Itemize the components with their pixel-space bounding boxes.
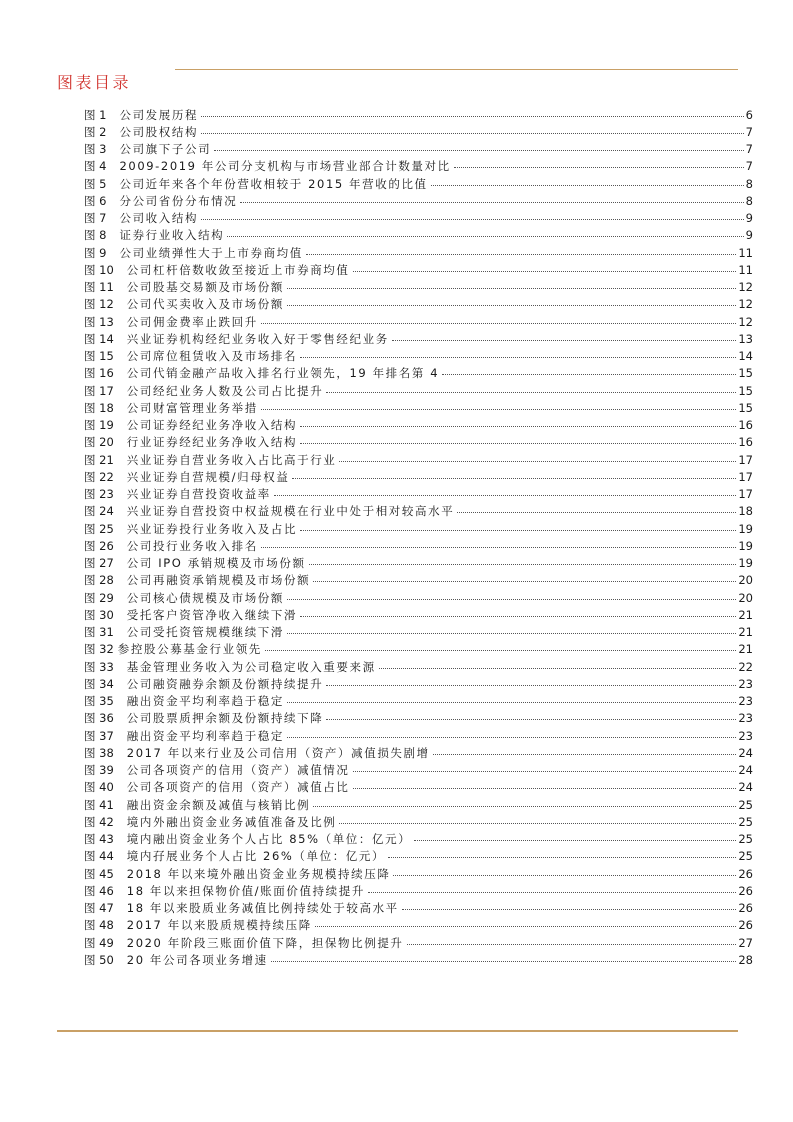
figure-number: 图 21 [84,452,114,467]
figure-title: 公司业绩弹性大于上市券商均值 [119,245,303,260]
toc-entry[interactable] [84,848,753,865]
figure-title: 公司核心债规模及市场份额 [126,590,284,605]
dot-leader [287,702,736,703]
toc-entry[interactable] [84,555,753,572]
dot-leader [309,564,737,565]
figure-number: 图 17 [84,383,114,398]
dot-leader [433,754,737,755]
dot-leader [214,150,743,151]
dot-leader [457,512,736,513]
dot-leader [313,581,736,582]
figure-number: 图 44 [84,849,114,864]
figure-list [84,107,753,970]
figure-title: 公司代销金融产品收入排名行业领先，19 年排名第 4 [126,366,440,381]
toc-entry[interactable] [84,348,753,365]
figure-title: 融出资金余额及减值与核销比例 [126,797,311,812]
toc-entry[interactable] [84,296,753,313]
dot-leader [326,685,736,686]
header-rule [175,69,738,70]
page-number: 26 [738,883,753,898]
page-number: 12 [738,280,753,294]
dot-leader [326,719,736,720]
figure-title: 分公司省份分布情况 [119,193,238,208]
figure-title: 公司再融资承销规模及市场份额 [126,573,311,588]
dot-leader [300,443,736,444]
toc-entry[interactable] [84,745,753,762]
page-number: 24 [738,745,753,760]
dot-leader [313,806,736,807]
toc-entry[interactable] [84,659,753,676]
figure-number: 图 38 [84,745,114,760]
figure-number: 图 33 [84,659,114,674]
figure-title: 兴业证券自营业务收入占比高于行业 [126,452,337,467]
figure-number: 图 3 [84,142,107,156]
toc-entry[interactable] [84,158,753,175]
dot-leader [368,892,736,893]
dot-leader [388,857,736,858]
figure-title: 兴业证券投行业务收入及占比 [126,521,298,536]
page-number: 16 [738,418,753,432]
figure-title: 兴业证券自营规模/归母权益 [126,469,290,484]
figure-number: 图 14 [84,331,114,346]
dot-leader [240,202,743,203]
figure-number: 图 37 [84,728,114,743]
figure-number: 图 4 [84,159,107,174]
dot-leader [261,547,737,548]
toc-entry[interactable] [84,590,753,607]
dot-leader [300,530,736,531]
figure-title: 公司财富管理业务举措 [126,400,258,415]
figure-number: 图 28 [84,573,114,588]
toc-entry[interactable] [84,314,753,331]
toc-entry[interactable] [84,710,753,727]
figure-number: 图 10 [84,262,114,277]
toc-entry[interactable] [84,762,753,779]
page-number: 21 [738,607,753,622]
figure-number: 图 7 [84,211,107,225]
figure-number: 图 40 [84,780,114,795]
figure-title: 2017 年以来股质规模持续压降 [126,918,312,933]
dot-leader [353,271,737,272]
toc-entry[interactable] [84,935,753,952]
figure-number: 图 15 [84,349,114,363]
dot-leader [306,254,736,255]
dot-leader [454,167,744,168]
figure-number: 图 13 [84,314,114,329]
page-number: 16 [738,435,753,450]
dot-leader [339,823,736,824]
page-number: 25 [738,814,753,829]
toc-entry[interactable] [84,469,753,486]
toc-entry[interactable] [84,210,753,227]
dot-leader [287,737,736,738]
page-number: 12 [738,314,753,329]
page-number: 26 [738,918,753,933]
page-number: 19 [738,521,753,536]
figure-number: 图 49 [84,935,114,950]
figure-number: 图 19 [84,418,114,432]
toc-entry[interactable] [84,124,753,141]
page-number: 24 [738,780,753,795]
figure-number: 图 30 [84,607,114,622]
page-title: 图表目录 [57,73,132,92]
toc-entry[interactable] [84,693,753,710]
figure-title: 兴业证券自营投资收益率 [126,487,271,501]
toc-entry[interactable] [84,641,753,658]
dot-leader [201,219,744,220]
dot-leader [407,944,737,945]
page-number: 11 [738,262,753,277]
figure-title: 公司近年来各个年份营收相较于 2015 年营收的比值 [119,176,428,191]
figure-number: 图 22 [84,469,114,484]
page-number: 15 [738,366,753,381]
figure-number: 图 8 [84,228,107,243]
page-number: 25 [738,797,753,812]
toc-entry[interactable] [84,866,753,883]
figure-number: 图 47 [84,901,114,915]
page-number: 23 [738,694,753,708]
dot-leader [261,323,737,324]
figure-number: 图 2 [84,124,107,139]
dot-leader [379,668,737,669]
figure-number: 图 18 [84,400,114,415]
figure-number: 图 24 [84,504,114,519]
figure-title: 2017 年以来行业及公司信用（资产）减值损失剧增 [126,745,430,760]
dot-leader [339,461,736,462]
figure-title: 18 年以来股质业务减值比例持续处于较高水平 [126,901,399,915]
figure-title: 受托客户资管净收入继续下滑 [126,607,298,622]
figure-title: 公司各项资产的信用（资产）减值情况 [126,763,350,777]
dot-leader [201,133,744,134]
toc-entry[interactable] [84,831,753,848]
page-number: 19 [738,556,753,570]
figure-number: 图 6 [84,193,107,208]
figure-number: 图 12 [84,297,114,312]
dot-leader [431,185,744,186]
dot-leader [274,495,736,496]
toc-entry[interactable] [84,779,753,796]
page-number: 7 [745,124,753,139]
figure-title: 2009-2019 年公司分支机构与市场营业部合计数量对比 [119,159,451,174]
page-number: 28 [738,952,753,967]
figure-number: 图 35 [84,694,114,708]
figure-title: 公司证券经纪业务净收入结构 [126,418,298,432]
toc-entry[interactable] [84,176,753,193]
figure-title: 公司旗下子公司 [119,142,212,156]
toc-entry[interactable] [84,538,753,555]
figure-title: 融出资金平均利率趋于稳定 [126,728,284,743]
toc-entry[interactable] [84,814,753,831]
toc-entry[interactable] [84,521,753,538]
figure-number: 图 42 [84,814,114,829]
page-number: 6 [745,107,753,122]
figure-title: 公司股权结构 [119,124,199,139]
figure-title: 公司杠杆倍数收敛至接近上市券商均值 [126,262,350,277]
page-number: 12 [738,297,753,312]
toc-entry[interactable] [84,486,753,503]
page-number: 9 [745,211,753,225]
figure-title: 境内孖展业务个人占比 26%（单位：亿元） [126,849,386,864]
toc-entry[interactable] [84,417,753,434]
figure-title: 公司收入结构 [119,211,199,225]
toc-entry[interactable] [84,503,753,520]
page-number: 7 [745,159,753,174]
toc-entry[interactable] [84,383,753,400]
figure-number: 图 23 [84,487,114,501]
figure-number: 图 41 [84,797,114,812]
figure-title: 公司经纪业务人数及公司占比提升 [126,383,324,398]
page-number: 7 [745,142,753,156]
page-number: 25 [738,849,753,864]
figure-title: 公司股基交易额及市场份额 [126,280,284,294]
figure-title: 公司投行业务收入排名 [126,538,258,553]
figure-number: 图 50 [84,952,114,967]
page-number: 15 [738,383,753,398]
figure-number: 图 43 [84,832,114,846]
figure-title: 公司融资融券余额及份额持续提升 [126,676,324,691]
figure-title: 公司受托资管规模继续下滑 [126,625,284,639]
figure-number: 图 31 [84,625,114,639]
toc-entry[interactable] [84,434,753,451]
figure-number: 图 1 [84,107,107,122]
dot-leader [201,116,744,117]
toc-entry[interactable] [84,262,753,279]
page-number: 21 [738,625,753,639]
toc-entry[interactable] [84,245,753,262]
figure-number: 图 48 [84,918,114,933]
toc-entry[interactable] [84,193,753,210]
figure-number: 图 9 [84,245,107,260]
figure-number: 图 45 [84,866,114,881]
dot-leader [271,961,737,962]
toc-entry[interactable] [84,572,753,589]
page-number: 14 [738,349,753,363]
figure-number: 图 25 [84,521,114,536]
toc-entry[interactable] [84,365,753,382]
dot-leader [442,374,736,375]
figure-number: 图 32 [84,642,114,657]
toc-entry[interactable] [84,728,753,745]
figure-title: 公司股票质押余额及份额持续下降 [126,711,324,726]
page-number: 17 [738,469,753,484]
figure-title: 融出资金平均利率趋于稳定 [126,694,284,708]
page-number: 13 [738,331,753,346]
dot-leader [287,599,736,600]
page-number: 15 [738,400,753,415]
dot-leader [326,392,736,393]
figure-number: 图 29 [84,590,114,605]
toc-entry[interactable] [84,624,753,641]
figure-number: 图 36 [84,711,114,726]
toc-entry[interactable] [84,400,753,417]
dot-leader [300,426,736,427]
toc-entry[interactable] [84,331,753,348]
page-number: 20 [738,573,753,588]
page-number: 17 [738,452,753,467]
figure-title: 境内融出资金业务个人占比 85%（单位：亿元） [126,832,412,846]
page-number: 27 [738,935,753,950]
toc-entry[interactable] [84,107,753,124]
page-number: 20 [738,590,753,605]
footer-rule [57,1030,738,1032]
figure-title: 公司 IPO 承销规模及市场份额 [126,556,306,570]
toc-entry[interactable] [84,952,753,969]
page-number: 9 [745,228,753,243]
dot-leader [414,840,736,841]
toc-entry[interactable] [84,279,753,296]
page-number: 17 [738,487,753,501]
figure-number: 图 39 [84,763,114,777]
dot-leader [392,340,737,341]
dot-leader [300,357,736,358]
page-number: 26 [738,901,753,915]
page-number: 23 [738,676,753,691]
page-number: 22 [738,659,753,674]
figure-number: 图 16 [84,366,114,381]
figure-title: 20 年公司各项业务增速 [126,952,268,967]
page-number: 21 [738,642,753,657]
figure-title: 基金管理业务收入为公司稳定收入重要来源 [126,659,376,674]
figure-title: 公司席位租赁收入及市场排名 [126,349,298,363]
dot-leader [265,650,736,651]
figure-title: 兴业证券机构经纪业务收入好于零售经纪业务 [126,331,389,346]
toc-entry[interactable] [84,452,753,469]
figure-title: 兴业证券自营投资中权益规模在行业中处于相对较高水平 [126,504,455,519]
page-number: 8 [745,193,753,208]
figure-title: 证券行业收入结构 [119,228,225,243]
toc-entry[interactable] [84,676,753,693]
figure-number: 图 11 [84,280,114,294]
figure-title: 参控股公募基金行业领先 [117,642,262,657]
dot-leader [353,771,737,772]
figure-title: 2018 年以来境外融出资金业务规模持续压降 [126,866,391,881]
dot-leader [315,926,737,927]
figure-title: 公司代买卖收入及市场份额 [126,297,284,312]
page-number: 19 [738,538,753,553]
figure-title: 2020 年阶段三账面价值下降，担保物比例提升 [126,935,404,950]
toc-entry[interactable] [84,141,753,158]
figure-title: 公司各项资产的信用（资产）减值占比 [126,780,350,795]
figure-title: 行业证券经纪业务净收入结构 [126,435,298,450]
toc-entry[interactable] [84,227,753,244]
dot-leader [287,288,736,289]
page-number: 23 [738,728,753,743]
figure-number: 图 27 [84,556,114,570]
figure-number: 图 5 [84,176,107,191]
toc-entry[interactable] [84,797,753,814]
toc-entry[interactable] [84,883,753,900]
dot-leader [261,409,737,410]
page-number: 18 [738,504,753,519]
page-number: 24 [738,763,753,777]
page-number: 23 [738,711,753,726]
dot-leader [393,875,736,876]
dot-leader [287,633,736,634]
figure-number: 图 34 [84,676,114,691]
figure-title: 境内外融出资金业务减值准备及比例 [126,814,337,829]
dot-leader [287,305,736,306]
toc-entry[interactable] [84,900,753,917]
figure-number: 图 46 [84,883,114,898]
figure-number: 图 26 [84,538,114,553]
figure-number: 图 20 [84,435,114,450]
dot-leader [353,788,737,789]
figure-title: 公司佣金费率止跌回升 [126,314,258,329]
figure-title: 18 年以来担保物价值/账面价值持续提升 [126,883,365,898]
page-number: 25 [738,832,753,846]
figure-title: 公司发展历程 [119,107,199,122]
dot-leader [227,236,743,237]
dot-leader [292,478,736,479]
toc-entry[interactable] [84,917,753,934]
page-number: 26 [738,866,753,881]
page-number: 11 [738,245,753,260]
toc-entry[interactable] [84,607,753,624]
dot-leader [300,616,736,617]
page-number: 8 [745,176,753,191]
dot-leader [402,909,737,910]
